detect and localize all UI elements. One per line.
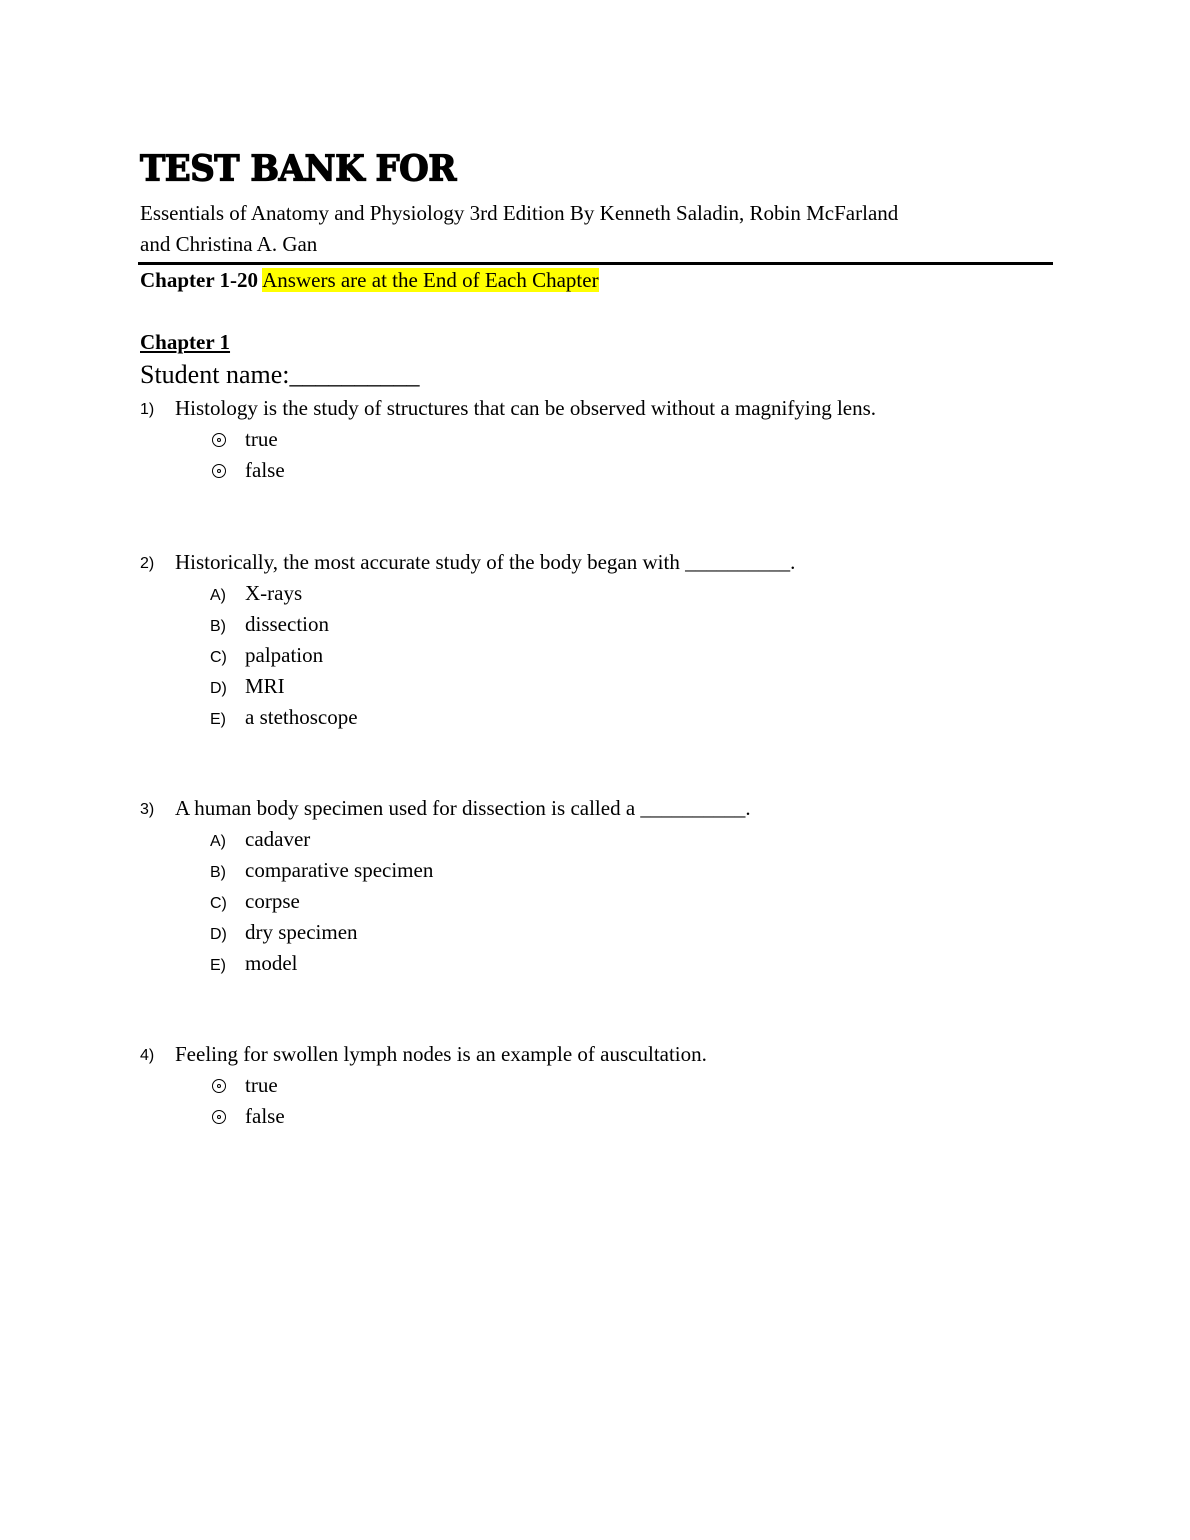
question-number: 3) (140, 801, 155, 818)
chapter-range-line (140, 266, 599, 294)
option-text: dissection (245, 612, 329, 636)
option-a[interactable] (0, 825, 1190, 856)
option-b[interactable] (0, 856, 1190, 887)
option-text: X-rays (245, 581, 303, 605)
option-marker: E) (210, 711, 226, 728)
answers-note-highlight: Answers are at the End of Each Chapter (262, 268, 599, 292)
option-marker: C) (210, 649, 227, 666)
option-text: true (245, 1073, 278, 1097)
option-b[interactable] (0, 610, 1190, 641)
option-text: comparative specimen (245, 858, 434, 882)
option-d[interactable] (0, 918, 1190, 949)
radio-icon[interactable] (212, 433, 226, 447)
question-text: Feeling for swollen lymph nodes is an example of auscultation. (175, 1042, 707, 1066)
option-text: model (245, 951, 298, 975)
option-e[interactable] (0, 703, 1190, 734)
option-c[interactable] (0, 887, 1190, 918)
question-number: 4) (140, 1047, 155, 1064)
option-c[interactable] (0, 641, 1190, 672)
option-text: dry specimen (245, 920, 358, 944)
radio-icon[interactable] (212, 464, 226, 478)
question-2 (0, 548, 1190, 734)
page-title: TEST BANK FOR (140, 148, 457, 190)
question-1 (0, 394, 1190, 487)
question-text: Historically, the most accurate study of the body began with __________. (175, 550, 796, 574)
option-marker: A) (210, 833, 226, 850)
header-divider (138, 262, 1053, 265)
radio-icon[interactable] (212, 1110, 226, 1124)
option-marker: D) (210, 926, 227, 943)
question-3 (0, 794, 1190, 980)
book-subtitle: Essentials of Anatomy and Physiology 3rd Edition By Kenneth Saladin, Robin McFarland and Christina A. Gan (140, 201, 899, 256)
student-name-field: Student name:__________ (140, 360, 420, 389)
option-text: palpation (245, 643, 324, 667)
option-text: a stethoscope (245, 705, 358, 729)
question-text: A human body specimen used for dissection is called a __________. (175, 796, 751, 820)
option-text: MRI (245, 674, 285, 698)
question-text: Histology is the study of structures that can be observed without a magnifying lens. (175, 396, 877, 420)
option-text: false (245, 458, 285, 482)
option-marker: B) (210, 864, 226, 881)
question-number: 1) (140, 401, 155, 418)
question-4 (0, 1040, 1190, 1133)
option-marker: E) (210, 957, 226, 974)
option-a[interactable] (0, 579, 1190, 610)
question-number: 2) (140, 555, 155, 572)
option-marker: C) (210, 895, 227, 912)
option-text: cadaver (245, 827, 311, 851)
option-true[interactable] (0, 1071, 1190, 1102)
option-false[interactable] (0, 1102, 1190, 1133)
option-marker: B) (210, 618, 226, 635)
chapter-range: Chapter 1-20 (140, 268, 259, 292)
option-false[interactable] (0, 456, 1190, 487)
option-d[interactable] (0, 672, 1190, 703)
chapter-heading: Chapter 1 (140, 330, 231, 354)
radio-icon[interactable] (212, 1079, 226, 1093)
option-true[interactable] (0, 425, 1190, 456)
option-text: false (245, 1104, 285, 1128)
option-marker: D) (210, 680, 227, 697)
option-marker: A) (210, 587, 226, 604)
option-text: corpse (245, 889, 300, 913)
option-text: true (245, 427, 278, 451)
option-e[interactable] (0, 949, 1190, 980)
